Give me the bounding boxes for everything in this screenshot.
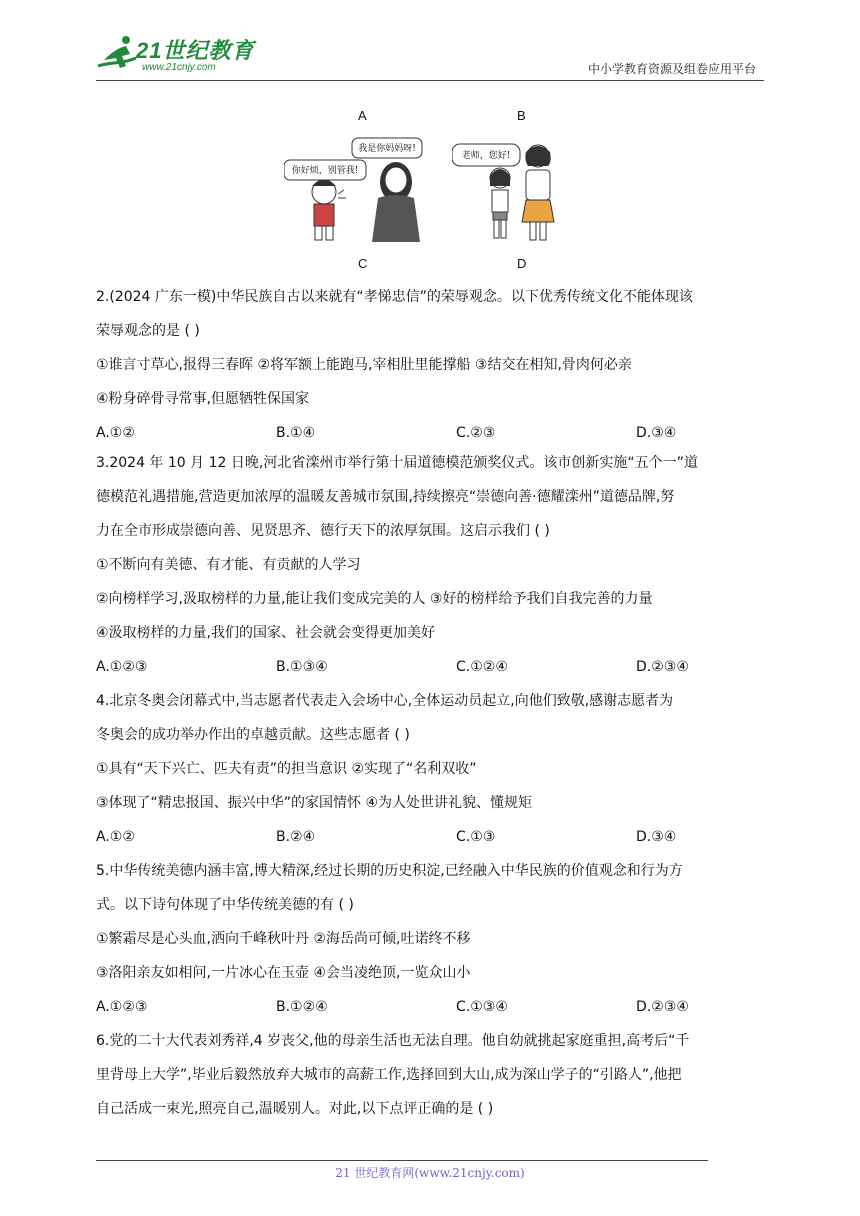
- question-line: 6.党的二十大代表刘秀祥,4 岁丧父,他的母亲生活也无法自理。他自幼就挑起家庭重担,高考后“千: [96, 1033, 690, 1049]
- question-line: ①谁言寸草心,报得三春晖 ②将军额上能跑马,宰相肚里能撑船 ③结交在相知,骨肉何必亲: [96, 357, 632, 373]
- question-line: 2.(2024 广东一模)中华民族自古以来就有“孝悌忠信”的荣辱观念。以下优秀传统文化不能体现该: [96, 289, 693, 305]
- question-6: [96, 1024, 764, 1126]
- option-a: A.①②: [96, 425, 135, 441]
- speech-bubble-child: 你好烦，别管我!: [291, 166, 359, 176]
- question-line: 自己活成一束光,照亮自己,温暖别人。对此,以下点评正确的是 ( ): [96, 1101, 494, 1117]
- question-line: 3.2024 年 10 月 12 日晚,河北省滦州市举行第十届道德模范颁奖仪式。该市创新实施“五个一”道: [96, 455, 698, 471]
- answer-options: [96, 416, 764, 450]
- question-line: ①繁霜尽是心头血,洒向千峰秋叶丹 ②海岳尚可倾,吐诺终不移: [96, 931, 471, 947]
- question-4: [96, 684, 764, 854]
- header-divider: [96, 80, 764, 81]
- runner-logo-icon: [96, 34, 140, 74]
- question-line: ②向榜样学习,汲取榜样的力量,能让我们变成完美的人 ③好的榜样给予我们自我完善的力量: [96, 591, 653, 607]
- speech-bubble-mother: 我是你妈妈呀!: [358, 144, 416, 154]
- logo-sub-text: www.21cnjy.com: [142, 62, 216, 73]
- cartoon-c: [284, 134, 424, 242]
- answer-options: [96, 990, 764, 1024]
- site-logo: [96, 34, 261, 78]
- option-c: C.①②④: [456, 659, 508, 675]
- question-line: ④汲取榜样的力量,我们的国家、社会就会变得更加美好: [96, 625, 435, 641]
- cartoon-d: [452, 140, 562, 242]
- question-line: 式。以下诗句体现了中华传统美德的有 ( ): [96, 897, 354, 913]
- footer-divider: [96, 1160, 708, 1161]
- option-b: B.①②④: [276, 999, 328, 1015]
- option-d: D.③④: [636, 425, 677, 441]
- question-line: 里背母上大学”,毕业后毅然放弃大城市的高薪工作,选择回到大山,成为深山学子的“引路人”,他把: [96, 1067, 682, 1083]
- speech-bubble-student: 老师，您好!: [461, 151, 511, 161]
- page-footer: 21 世纪教育网(www.21cnjy.com): [335, 1166, 525, 1180]
- option-a: A.①②③: [96, 999, 148, 1015]
- option-c: C.②③: [456, 425, 496, 441]
- question-line: ①不断向有美德、有才能、有贡献的人学习: [96, 557, 361, 573]
- option-a: A.①②③: [96, 659, 148, 675]
- question-line: ①具有“天下兴亡、匹夫有责”的担当意识 ②实现了“名利双收”: [96, 761, 477, 777]
- question-line: 荣辱观念的是 ( ): [96, 323, 200, 339]
- question-line: ③体现了“精忠报国、振兴中华”的家国情怀 ④为人处世讲礼貌、懂规矩: [96, 795, 533, 811]
- option-d: D.②③④: [636, 999, 689, 1015]
- option-b: B.①③④: [276, 659, 328, 675]
- option-b: B.②④: [276, 829, 316, 845]
- question-line: ④粉身碎骨寻常事,但愿牺牲保国家: [96, 391, 310, 407]
- option-c: C.①③④: [456, 999, 508, 1015]
- question-line: 4.北京冬奥会闭幕式中,当志愿者代表走入会场中心,全体运动员起立,向他们致敬,感谢志愿者为: [96, 693, 674, 709]
- question-line: 力在全市形成崇德向善、见贤思齐、德行天下的浓厚氛围。这启示我们 ( ): [96, 523, 550, 539]
- site-tagline: 中小学教育资源及组卷应用平台: [587, 62, 756, 76]
- option-c: C.①③: [456, 829, 496, 845]
- option-d: D.②③④: [636, 659, 689, 675]
- figure-label-d: D: [517, 256, 527, 271]
- answer-options: [96, 650, 764, 684]
- question-line: ③洛阳亲友如相问,一片冰心在玉壶 ④会当凌绝顶,一览众山小: [96, 965, 471, 981]
- question-line: 冬奥会的成功举办作出的卓越贡献。这些志愿者 ( ): [96, 727, 410, 743]
- figure-label-c: C: [358, 256, 368, 271]
- page-header: [0, 0, 860, 90]
- question-line: 5.中华传统美德内涵丰富,博大精深,经过长期的历史积淀,已经融入中华民族的价值观念和行为方: [96, 863, 683, 879]
- option-a: A.①②: [96, 829, 135, 845]
- answer-options: [96, 820, 764, 854]
- option-d: D.③④: [636, 829, 677, 845]
- question-3: [96, 446, 764, 684]
- figure-label-a: A: [358, 108, 367, 123]
- question-5: [96, 854, 764, 1024]
- question-line: 德模范礼遇措施,营造更加浓厚的温暖友善城市氛围,持续擦亮“崇德向善·德耀滦州”道德品牌,努: [96, 489, 675, 505]
- logo-text: 21世纪教育: [136, 38, 255, 63]
- option-b: B.①④: [276, 425, 316, 441]
- figure-label-b: B: [517, 108, 526, 123]
- question-2: [96, 280, 764, 450]
